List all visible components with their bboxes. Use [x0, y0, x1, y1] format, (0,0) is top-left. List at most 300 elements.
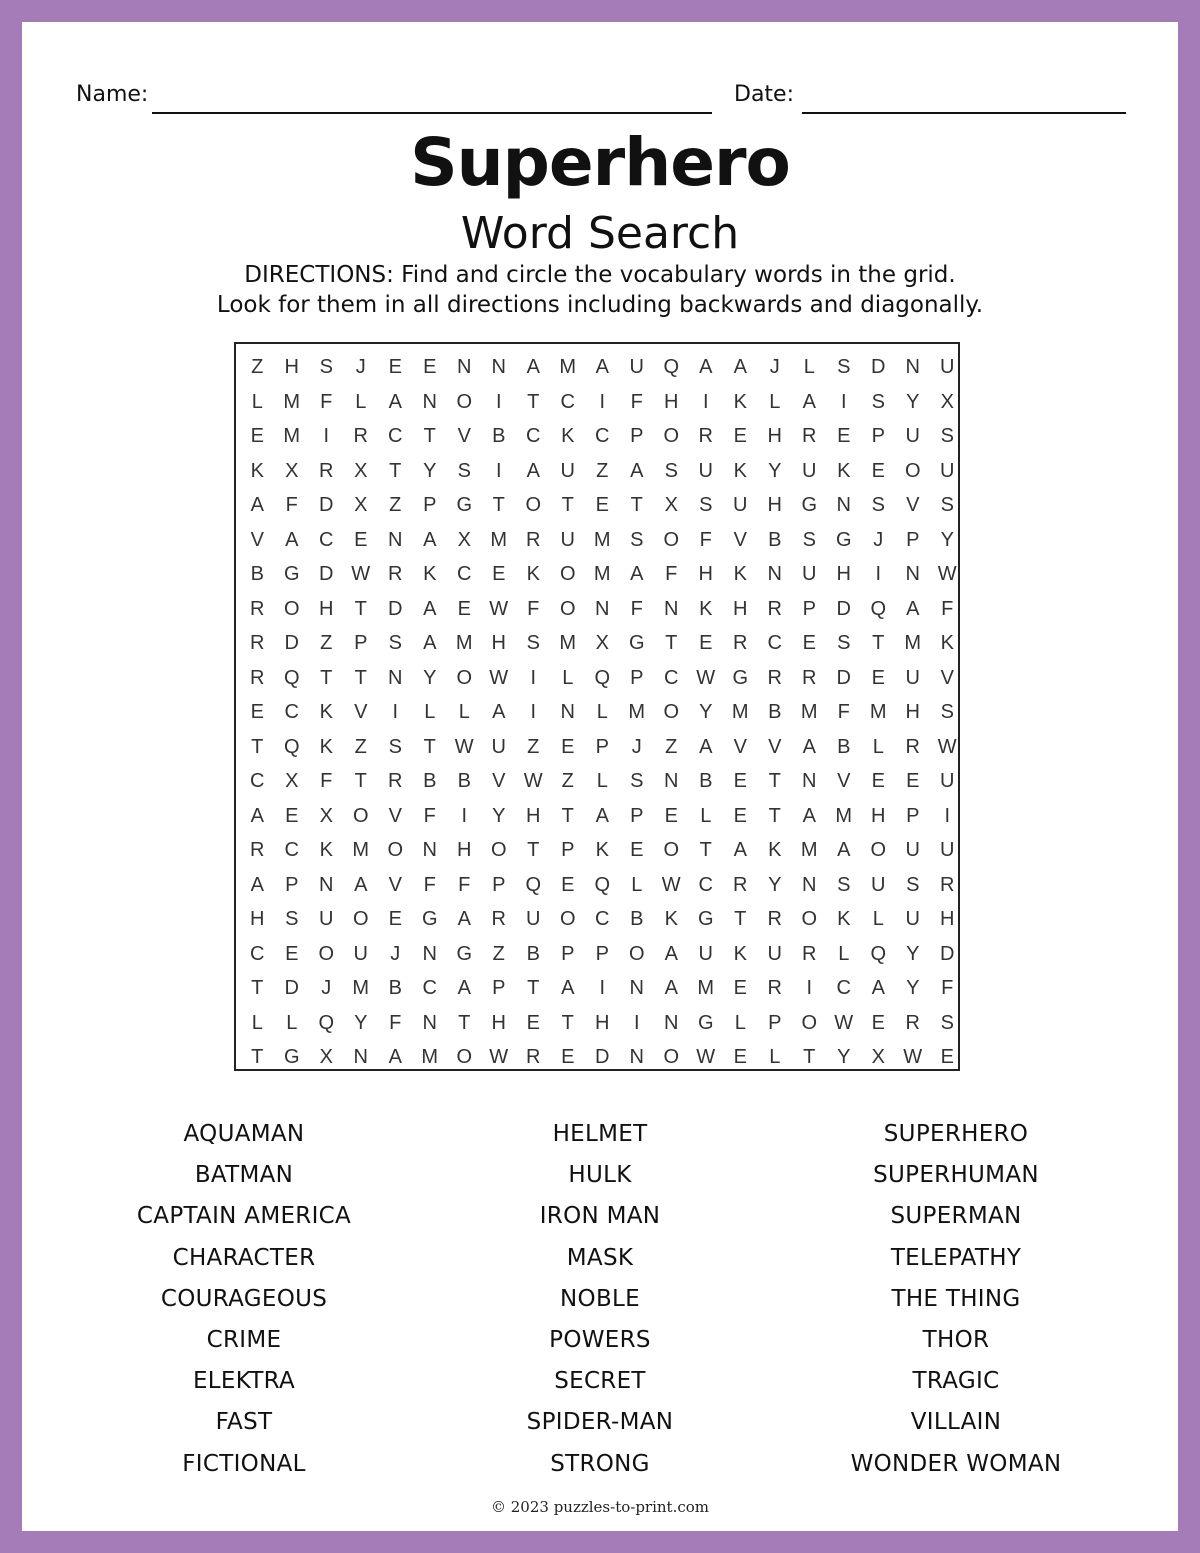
- grid-letter[interactable]: M: [800, 839, 818, 861]
- grid-letter[interactable]: R: [250, 666, 265, 689]
- grid-letter[interactable]: W: [351, 563, 371, 585]
- grid-letter[interactable]: W: [523, 770, 543, 792]
- grid-letter[interactable]: W: [661, 873, 681, 896]
- grid-letter[interactable]: M: [559, 356, 577, 378]
- grid-letter[interactable]: D: [836, 597, 851, 620]
- grid-letter[interactable]: H: [698, 563, 713, 585]
- grid-letter[interactable]: B: [423, 770, 437, 792]
- grid-letter[interactable]: U: [698, 459, 713, 482]
- grid-letter[interactable]: C: [250, 942, 265, 965]
- grid-letter[interactable]: S: [837, 632, 851, 654]
- grid-letter[interactable]: N: [422, 839, 437, 861]
- grid-letter[interactable]: P: [630, 425, 644, 447]
- grid-letter[interactable]: N: [629, 977, 644, 999]
- grid-letter[interactable]: V: [837, 770, 851, 792]
- grid-letter[interactable]: T: [768, 770, 781, 792]
- grid-letter[interactable]: K: [595, 839, 609, 861]
- grid-letter[interactable]: Y: [768, 459, 782, 482]
- grid-letter[interactable]: E: [664, 804, 678, 827]
- grid-letter[interactable]: S: [871, 390, 885, 413]
- grid-letter[interactable]: M: [904, 632, 922, 654]
- grid-letter[interactable]: R: [250, 839, 265, 861]
- grid-letter[interactable]: U: [905, 666, 920, 689]
- name-field-line[interactable]: [152, 112, 712, 114]
- grid-letter[interactable]: C: [836, 977, 851, 999]
- grid-letter[interactable]: G: [801, 494, 818, 516]
- grid-letter[interactable]: L: [872, 735, 884, 758]
- grid-letter[interactable]: D: [319, 494, 334, 516]
- grid-letter[interactable]: S: [388, 632, 402, 654]
- grid-letter[interactable]: G: [421, 908, 438, 930]
- grid-letter[interactable]: S: [664, 459, 678, 482]
- grid-letter[interactable]: H: [250, 908, 265, 930]
- grid-letter[interactable]: E: [561, 1046, 575, 1068]
- grid-letter[interactable]: E: [457, 597, 471, 620]
- grid-letter[interactable]: K: [319, 701, 333, 723]
- grid-letter[interactable]: T: [527, 839, 540, 861]
- grid-letter[interactable]: E: [906, 770, 920, 792]
- grid-letter[interactable]: U: [319, 908, 334, 930]
- grid-letter[interactable]: P: [492, 977, 506, 999]
- grid-letter[interactable]: M: [628, 701, 646, 723]
- grid-letter[interactable]: T: [561, 804, 574, 827]
- grid-letter[interactable]: L: [596, 701, 608, 723]
- grid-letter[interactable]: I: [633, 1011, 640, 1034]
- grid-letter[interactable]: T: [665, 632, 678, 654]
- grid-letter[interactable]: B: [630, 908, 644, 930]
- grid-letter[interactable]: D: [319, 563, 334, 585]
- grid-letter[interactable]: E: [250, 701, 264, 723]
- grid-letter[interactable]: M: [352, 977, 370, 999]
- grid-letter[interactable]: F: [458, 873, 471, 896]
- grid-letter[interactable]: T: [561, 494, 574, 516]
- grid-letter[interactable]: O: [387, 839, 404, 861]
- grid-letter[interactable]: T: [492, 494, 505, 516]
- grid-letter[interactable]: R: [905, 1011, 920, 1034]
- grid-letter[interactable]: T: [251, 1046, 264, 1068]
- grid-letter[interactable]: U: [491, 735, 506, 758]
- grid-letter[interactable]: E: [802, 632, 816, 654]
- grid-letter[interactable]: N: [422, 942, 437, 965]
- grid-letter[interactable]: U: [940, 770, 955, 792]
- grid-letter[interactable]: Y: [906, 390, 920, 413]
- grid-letter[interactable]: F: [423, 873, 436, 896]
- grid-letter[interactable]: M: [421, 1046, 439, 1068]
- grid-letter[interactable]: C: [457, 563, 472, 585]
- grid-letter[interactable]: O: [801, 908, 818, 930]
- grid-letter[interactable]: C: [319, 528, 334, 551]
- grid-letter[interactable]: I: [944, 804, 951, 827]
- grid-letter[interactable]: T: [458, 1011, 471, 1034]
- grid-letter[interactable]: A: [250, 804, 264, 827]
- grid-letter[interactable]: O: [559, 908, 576, 930]
- grid-letter[interactable]: I: [530, 666, 537, 689]
- grid-letter[interactable]: O: [663, 701, 680, 723]
- grid-letter[interactable]: R: [319, 459, 334, 482]
- grid-letter[interactable]: H: [664, 390, 679, 413]
- grid-letter[interactable]: I: [875, 563, 882, 585]
- grid-letter[interactable]: E: [871, 770, 885, 792]
- grid-letter[interactable]: T: [423, 735, 436, 758]
- grid-letter[interactable]: U: [767, 942, 782, 965]
- grid-letter[interactable]: V: [768, 735, 782, 758]
- grid-letter[interactable]: T: [320, 666, 333, 689]
- grid-letter[interactable]: E: [871, 1011, 885, 1034]
- grid-letter[interactable]: B: [768, 528, 782, 551]
- grid-letter[interactable]: A: [250, 494, 264, 516]
- grid-letter[interactable]: M: [455, 632, 473, 654]
- grid-letter[interactable]: T: [354, 597, 367, 620]
- grid-letter[interactable]: R: [388, 770, 403, 792]
- grid-letter[interactable]: O: [628, 942, 645, 965]
- grid-letter[interactable]: E: [354, 528, 368, 551]
- grid-letter[interactable]: Q: [525, 873, 542, 896]
- grid-letter[interactable]: P: [561, 839, 575, 861]
- grid-letter[interactable]: A: [492, 701, 506, 723]
- grid-letter[interactable]: J: [631, 735, 642, 758]
- grid-letter[interactable]: X: [664, 494, 678, 516]
- grid-letter[interactable]: O: [352, 908, 369, 930]
- grid-letter[interactable]: U: [560, 459, 575, 482]
- grid-letter[interactable]: I: [495, 459, 502, 482]
- grid-letter[interactable]: C: [284, 701, 299, 723]
- grid-letter[interactable]: A: [561, 977, 575, 999]
- grid-letter[interactable]: M: [283, 390, 301, 413]
- grid-letter[interactable]: D: [595, 1046, 610, 1068]
- grid-letter[interactable]: E: [733, 1046, 747, 1068]
- grid-letter[interactable]: A: [802, 804, 816, 827]
- grid-letter[interactable]: X: [354, 459, 368, 482]
- grid-letter[interactable]: Z: [354, 735, 367, 758]
- grid-letter[interactable]: G: [456, 494, 473, 516]
- grid-letter[interactable]: C: [698, 873, 713, 896]
- grid-letter[interactable]: U: [940, 459, 955, 482]
- grid-letter[interactable]: L: [458, 701, 470, 723]
- grid-letter[interactable]: A: [733, 839, 747, 861]
- grid-letter[interactable]: E: [388, 356, 402, 378]
- grid-letter[interactable]: D: [388, 597, 403, 620]
- grid-letter[interactable]: E: [837, 425, 851, 447]
- grid-letter[interactable]: A: [595, 356, 609, 378]
- grid-letter[interactable]: T: [699, 839, 712, 861]
- grid-letter[interactable]: P: [630, 666, 644, 689]
- grid-letter[interactable]: Y: [768, 873, 782, 896]
- grid-letter[interactable]: P: [871, 425, 885, 447]
- grid-letter[interactable]: F: [630, 390, 643, 413]
- grid-letter[interactable]: C: [526, 425, 541, 447]
- grid-letter[interactable]: E: [733, 804, 747, 827]
- grid-letter[interactable]: K: [526, 563, 540, 585]
- date-field-line[interactable]: [802, 112, 1126, 114]
- grid-letter[interactable]: I: [840, 390, 847, 413]
- grid-letter[interactable]: L: [355, 390, 367, 413]
- grid-letter[interactable]: R: [767, 908, 782, 930]
- grid-letter[interactable]: N: [767, 563, 782, 585]
- grid-letter[interactable]: M: [835, 804, 853, 827]
- grid-letter[interactable]: L: [251, 1011, 263, 1034]
- grid-letter[interactable]: U: [871, 873, 886, 896]
- grid-letter[interactable]: P: [768, 1011, 782, 1034]
- grid-letter[interactable]: A: [871, 977, 885, 999]
- grid-letter[interactable]: O: [456, 666, 473, 689]
- grid-letter[interactable]: M: [697, 977, 715, 999]
- grid-letter[interactable]: W: [696, 1046, 716, 1068]
- grid-letter[interactable]: W: [489, 1046, 509, 1068]
- grid-letter[interactable]: P: [285, 873, 299, 896]
- grid-letter[interactable]: L: [424, 701, 436, 723]
- grid-letter[interactable]: E: [733, 770, 747, 792]
- grid-letter[interactable]: V: [733, 735, 747, 758]
- grid-letter[interactable]: I: [392, 701, 399, 723]
- grid-letter[interactable]: C: [595, 908, 610, 930]
- grid-letter[interactable]: N: [802, 873, 817, 896]
- grid-letter[interactable]: K: [699, 597, 713, 620]
- grid-letter[interactable]: Y: [354, 1011, 368, 1034]
- grid-letter[interactable]: N: [802, 770, 817, 792]
- grid-letter[interactable]: N: [905, 563, 920, 585]
- grid-letter[interactable]: S: [871, 494, 885, 516]
- grid-letter[interactable]: B: [388, 977, 402, 999]
- grid-letter[interactable]: Q: [594, 873, 611, 896]
- grid-letter[interactable]: E: [561, 873, 575, 896]
- grid-letter[interactable]: L: [631, 873, 643, 896]
- grid-letter[interactable]: F: [665, 563, 678, 585]
- grid-letter[interactable]: N: [595, 597, 610, 620]
- grid-letter[interactable]: X: [871, 1046, 885, 1068]
- grid-letter[interactable]: N: [491, 356, 506, 378]
- grid-letter[interactable]: X: [595, 632, 609, 654]
- grid-letter[interactable]: H: [767, 494, 782, 516]
- grid-letter[interactable]: Y: [492, 804, 506, 827]
- grid-letter[interactable]: Z: [561, 770, 574, 792]
- grid-letter[interactable]: H: [457, 839, 472, 861]
- grid-letter[interactable]: A: [457, 908, 471, 930]
- grid-letter[interactable]: H: [284, 356, 299, 378]
- grid-letter[interactable]: H: [871, 804, 886, 827]
- grid-letter[interactable]: F: [630, 597, 643, 620]
- grid-letter[interactable]: W: [489, 597, 509, 620]
- grid-letter[interactable]: G: [456, 942, 473, 965]
- grid-letter[interactable]: A: [457, 977, 471, 999]
- grid-letter[interactable]: Z: [596, 459, 609, 482]
- grid-letter[interactable]: E: [871, 666, 885, 689]
- grid-letter[interactable]: K: [664, 908, 678, 930]
- grid-letter[interactable]: V: [906, 494, 920, 516]
- grid-letter[interactable]: B: [837, 735, 851, 758]
- grid-letter[interactable]: T: [630, 494, 643, 516]
- grid-letter[interactable]: U: [905, 908, 920, 930]
- grid-letter[interactable]: A: [630, 563, 644, 585]
- grid-letter[interactable]: L: [562, 666, 574, 689]
- grid-letter[interactable]: X: [457, 528, 471, 551]
- grid-letter[interactable]: Q: [318, 1011, 335, 1034]
- grid-letter[interactable]: T: [527, 390, 540, 413]
- grid-letter[interactable]: A: [285, 528, 299, 551]
- grid-letter[interactable]: S: [837, 873, 851, 896]
- grid-letter[interactable]: T: [561, 1011, 574, 1034]
- grid-letter[interactable]: W: [903, 1046, 923, 1068]
- grid-letter[interactable]: U: [733, 494, 748, 516]
- grid-letter[interactable]: B: [457, 770, 471, 792]
- grid-letter[interactable]: V: [940, 666, 954, 689]
- grid-letter[interactable]: I: [530, 701, 537, 723]
- grid-letter[interactable]: S: [388, 735, 402, 758]
- grid-letter[interactable]: O: [318, 942, 335, 965]
- grid-letter[interactable]: K: [733, 563, 747, 585]
- grid-letter[interactable]: R: [940, 873, 955, 896]
- grid-letter[interactable]: B: [526, 942, 540, 965]
- grid-letter[interactable]: H: [491, 632, 506, 654]
- grid-letter[interactable]: F: [941, 977, 954, 999]
- grid-letter[interactable]: O: [559, 597, 576, 620]
- grid-letter[interactable]: I: [599, 977, 606, 999]
- grid-letter[interactable]: O: [456, 390, 473, 413]
- grid-letter[interactable]: A: [699, 356, 713, 378]
- grid-letter[interactable]: U: [940, 839, 955, 861]
- grid-letter[interactable]: T: [389, 459, 402, 482]
- grid-letter[interactable]: E: [733, 977, 747, 999]
- grid-letter[interactable]: H: [767, 425, 782, 447]
- grid-letter[interactable]: O: [559, 563, 576, 585]
- grid-letter[interactable]: A: [630, 459, 644, 482]
- grid-letter[interactable]: O: [870, 839, 887, 861]
- grid-letter[interactable]: M: [800, 701, 818, 723]
- grid-letter[interactable]: W: [834, 1011, 854, 1034]
- grid-letter[interactable]: N: [422, 1011, 437, 1034]
- grid-letter[interactable]: B: [768, 701, 782, 723]
- grid-letter[interactable]: C: [250, 770, 265, 792]
- grid-letter[interactable]: F: [389, 1011, 402, 1034]
- grid-letter[interactable]: M: [490, 528, 508, 551]
- grid-letter[interactable]: M: [869, 701, 887, 723]
- grid-letter[interactable]: F: [320, 770, 333, 792]
- grid-letter[interactable]: R: [802, 666, 817, 689]
- grid-letter[interactable]: A: [802, 735, 816, 758]
- grid-letter[interactable]: H: [905, 701, 920, 723]
- grid-letter[interactable]: T: [768, 804, 781, 827]
- grid-letter[interactable]: S: [630, 770, 644, 792]
- grid-letter[interactable]: W: [937, 735, 957, 758]
- grid-letter[interactable]: P: [354, 632, 368, 654]
- grid-letter[interactable]: I: [806, 977, 813, 999]
- grid-letter[interactable]: B: [250, 563, 264, 585]
- grid-letter[interactable]: Z: [492, 942, 505, 965]
- grid-letter[interactable]: A: [423, 597, 437, 620]
- grid-letter[interactable]: A: [906, 597, 920, 620]
- grid-letter[interactable]: Y: [906, 942, 920, 965]
- grid-letter[interactable]: D: [284, 632, 299, 654]
- grid-letter[interactable]: Z: [389, 494, 402, 516]
- grid-letter[interactable]: T: [354, 666, 367, 689]
- grid-letter[interactable]: F: [837, 701, 850, 723]
- grid-letter[interactable]: O: [490, 839, 507, 861]
- grid-letter[interactable]: P: [630, 804, 644, 827]
- grid-letter[interactable]: E: [423, 356, 437, 378]
- grid-letter[interactable]: H: [595, 1011, 610, 1034]
- grid-letter[interactable]: L: [769, 390, 781, 413]
- grid-letter[interactable]: A: [354, 873, 368, 896]
- grid-letter[interactable]: A: [699, 735, 713, 758]
- grid-letter[interactable]: C: [422, 977, 437, 999]
- grid-letter[interactable]: H: [526, 804, 541, 827]
- grid-letter[interactable]: A: [423, 632, 437, 654]
- grid-letter[interactable]: C: [664, 666, 679, 689]
- grid-letter[interactable]: R: [767, 666, 782, 689]
- grid-letter[interactable]: S: [699, 494, 713, 516]
- grid-letter[interactable]: R: [802, 425, 817, 447]
- grid-letter[interactable]: R: [526, 528, 541, 551]
- grid-letter[interactable]: V: [457, 425, 471, 447]
- grid-letter[interactable]: Q: [283, 666, 300, 689]
- grid-letter[interactable]: U: [353, 942, 368, 965]
- grid-letter[interactable]: F: [320, 390, 333, 413]
- grid-letter[interactable]: X: [354, 494, 368, 516]
- grid-letter[interactable]: T: [251, 977, 264, 999]
- grid-letter[interactable]: A: [388, 1046, 402, 1068]
- grid-letter[interactable]: X: [285, 459, 299, 482]
- grid-letter[interactable]: L: [872, 908, 884, 930]
- grid-letter[interactable]: K: [250, 459, 264, 482]
- grid-letter[interactable]: S: [940, 425, 954, 447]
- grid-letter[interactable]: F: [941, 597, 954, 620]
- grid-letter[interactable]: K: [940, 632, 954, 654]
- grid-letter[interactable]: H: [733, 597, 748, 620]
- grid-letter[interactable]: N: [422, 390, 437, 413]
- grid-letter[interactable]: E: [285, 942, 299, 965]
- grid-letter[interactable]: K: [837, 459, 851, 482]
- grid-letter[interactable]: R: [698, 425, 713, 447]
- grid-letter[interactable]: R: [767, 597, 782, 620]
- grid-letter[interactable]: T: [527, 977, 540, 999]
- grid-letter[interactable]: Z: [320, 632, 333, 654]
- grid-letter[interactable]: F: [285, 494, 298, 516]
- grid-letter[interactable]: T: [803, 1046, 816, 1068]
- grid-letter[interactable]: J: [390, 942, 401, 965]
- grid-letter[interactable]: E: [526, 1011, 540, 1034]
- grid-letter[interactable]: N: [664, 770, 679, 792]
- grid-letter[interactable]: S: [630, 528, 644, 551]
- grid-letter[interactable]: S: [940, 494, 954, 516]
- grid-letter[interactable]: C: [560, 390, 575, 413]
- grid-letter[interactable]: E: [250, 425, 264, 447]
- grid-letter[interactable]: U: [526, 908, 541, 930]
- grid-letter[interactable]: L: [286, 1011, 298, 1034]
- grid-letter[interactable]: G: [732, 666, 749, 689]
- grid-letter[interactable]: L: [596, 770, 608, 792]
- grid-letter[interactable]: O: [283, 597, 300, 620]
- grid-letter[interactable]: L: [769, 1046, 781, 1068]
- grid-letter[interactable]: N: [629, 1046, 644, 1068]
- grid-letter[interactable]: K: [319, 839, 333, 861]
- grid-letter[interactable]: G: [697, 908, 714, 930]
- grid-letter[interactable]: U: [698, 942, 713, 965]
- grid-letter[interactable]: R: [491, 908, 506, 930]
- grid-letter[interactable]: V: [388, 804, 402, 827]
- grid-letter[interactable]: C: [767, 632, 782, 654]
- grid-letter[interactable]: Q: [663, 356, 680, 378]
- grid-letter[interactable]: F: [423, 804, 436, 827]
- grid-letter[interactable]: N: [836, 494, 851, 516]
- grid-letter[interactable]: Y: [940, 528, 954, 551]
- grid-letter[interactable]: N: [457, 356, 472, 378]
- grid-letter[interactable]: G: [697, 1011, 714, 1034]
- grid-letter[interactable]: A: [802, 390, 816, 413]
- grid-letter[interactable]: K: [768, 839, 782, 861]
- grid-letter[interactable]: U: [560, 528, 575, 551]
- grid-letter[interactable]: V: [492, 770, 506, 792]
- grid-letter[interactable]: W: [696, 666, 716, 689]
- grid-letter[interactable]: L: [700, 804, 712, 827]
